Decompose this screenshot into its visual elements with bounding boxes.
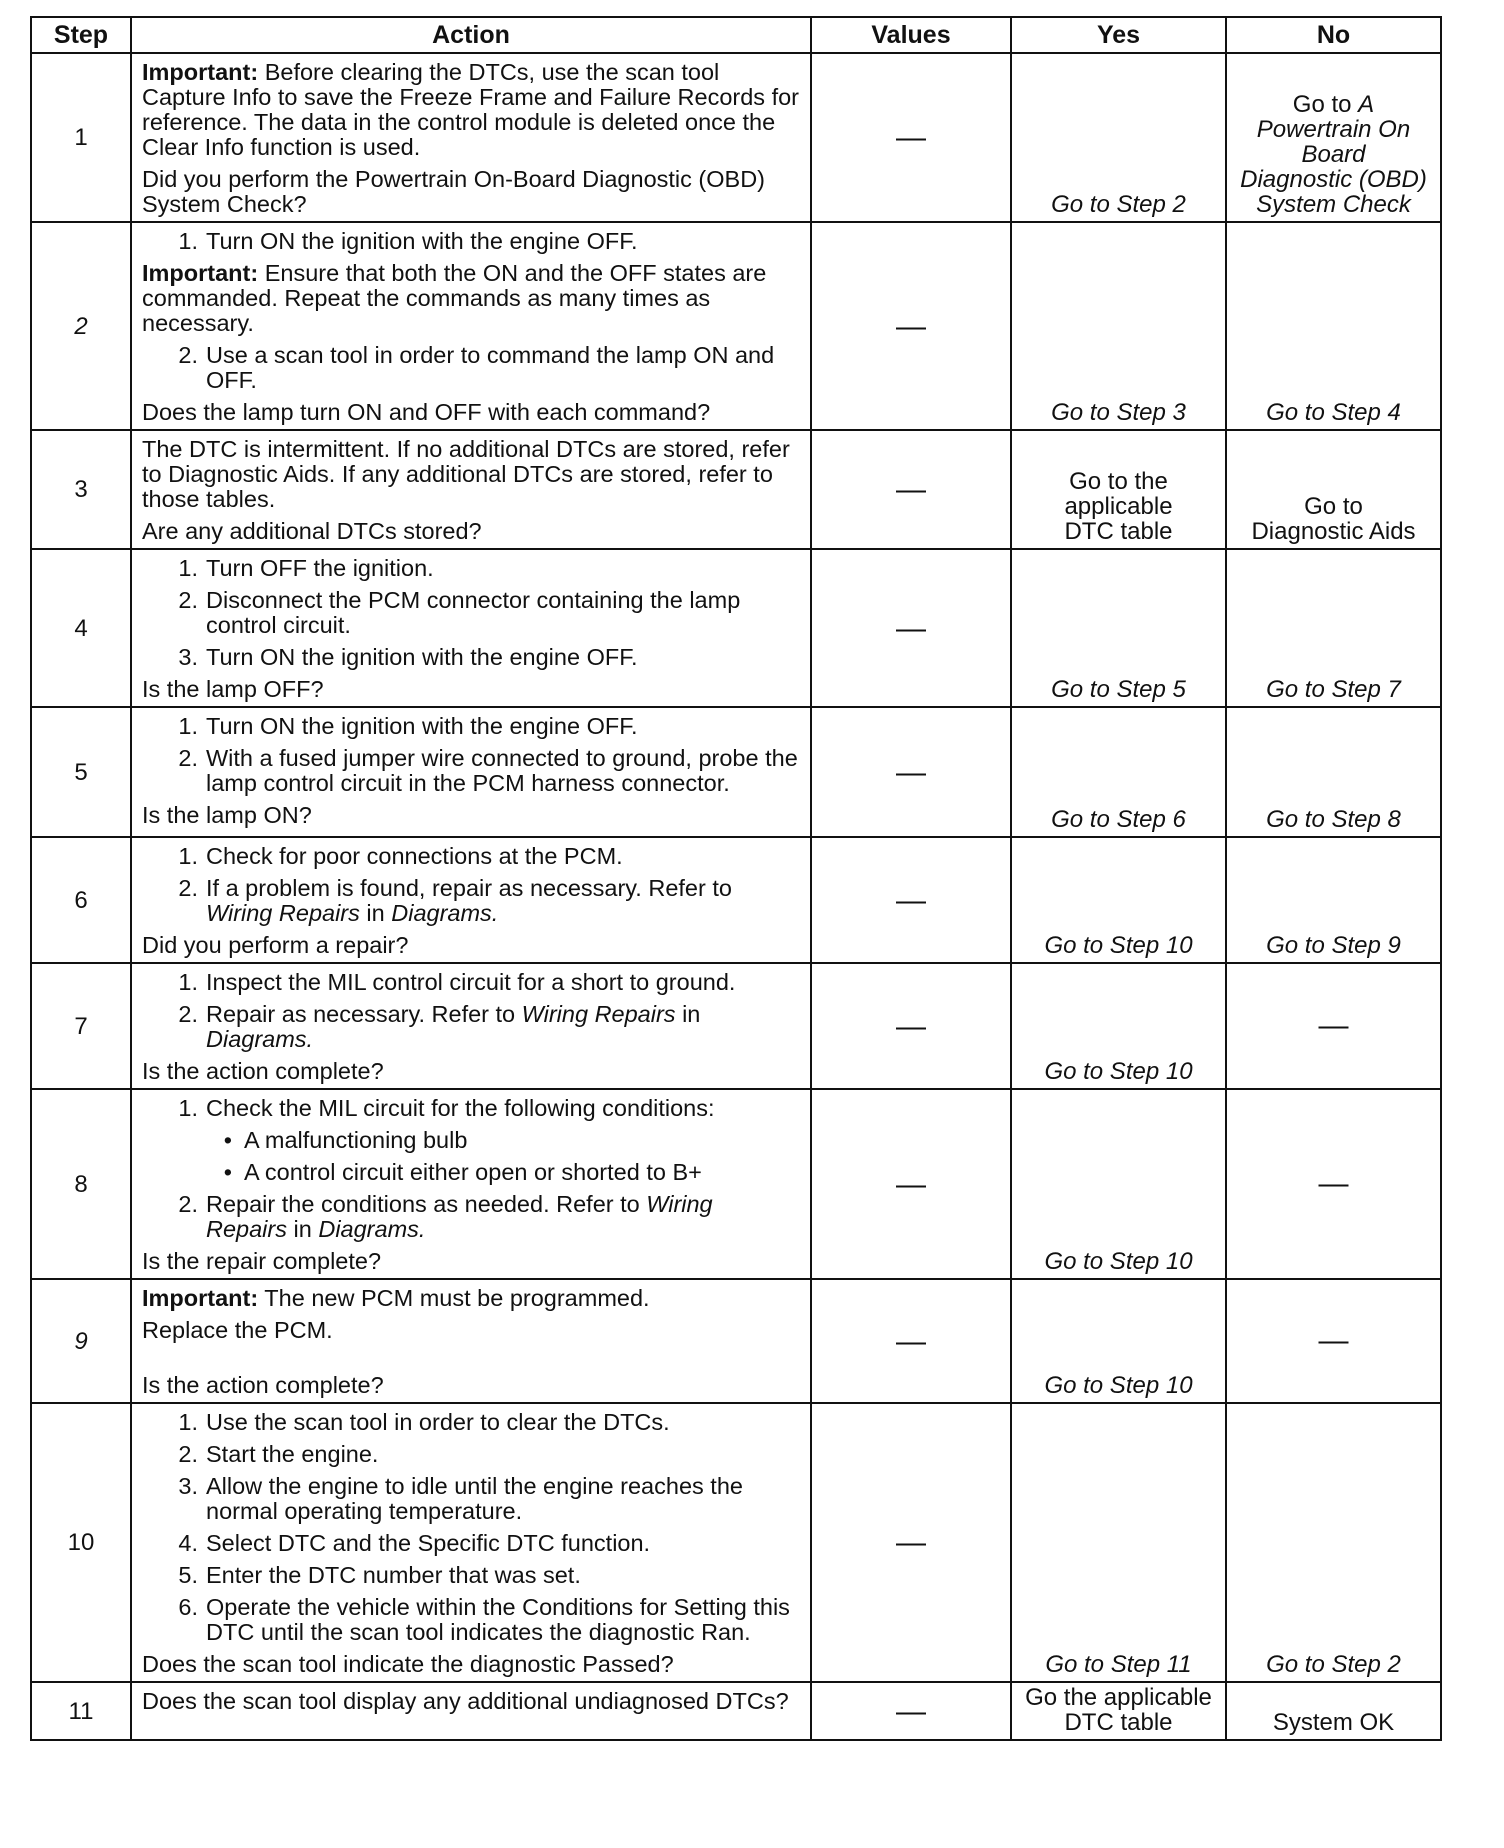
values-cell: — [811, 1403, 1011, 1682]
action-step-item [142, 876, 800, 926]
text-run: A [1358, 91, 1375, 118]
action-step-item [142, 556, 800, 581]
values-cell: — [811, 1279, 1011, 1403]
yes-result-cell [1011, 430, 1226, 549]
text-run: Wiring Repairs [521, 1001, 676, 1027]
step-number: 4 [31, 549, 131, 707]
text-run: Wiring Repairs [206, 1191, 713, 1242]
no-result-line: Go to Step 8 [1266, 806, 1401, 833]
yes-result-cell [1011, 53, 1226, 222]
item-text [206, 343, 800, 393]
item-text [206, 556, 800, 581]
item-number: 4. [178, 1530, 198, 1556]
text-run: Did you perform a repair? [142, 932, 409, 958]
item-text [206, 1192, 800, 1242]
text-run: Is the lamp ON? [142, 802, 312, 828]
text-run: Did you perform the Powertrain On-Board Diagnostic (OBD) System Check? [142, 166, 765, 217]
action-paragraph [142, 400, 800, 425]
action-paragraph [142, 261, 800, 336]
action-paragraph [142, 1286, 800, 1311]
item-number: 2. [178, 1191, 198, 1217]
yes-result-cell [1011, 1089, 1226, 1279]
yes-result-line: Go to Step 11 [1045, 1651, 1192, 1678]
no-result-cell [1226, 430, 1441, 549]
table-row [31, 1089, 1441, 1279]
values-cell: — [811, 963, 1011, 1089]
action-paragraph [142, 1059, 800, 1084]
action-cell [131, 963, 811, 1089]
action-paragraph [142, 1652, 800, 1677]
text-run: Start the engine. [206, 1441, 379, 1467]
action-bullet-item [142, 1160, 800, 1185]
text-run: With a fused jumper wire connected to ground, probe the lamp control circuit in the PCM harness connector. [206, 745, 798, 796]
header-no: No [1226, 17, 1441, 53]
step-number: 9 [31, 1279, 131, 1403]
bullet-marker: • [223, 1159, 232, 1185]
yes-result-cell [1011, 549, 1226, 707]
no-result-cell [1226, 53, 1441, 222]
table-row [31, 222, 1441, 430]
yes-result-line: applicable [1064, 493, 1173, 520]
text-run: Use a scan tool in order to command the lamp ON and OFF. [206, 342, 775, 393]
text-run: in [286, 1216, 319, 1242]
action-paragraph [142, 1249, 800, 1274]
text-run: If a problem is found, repair as necessary. Refer to [206, 875, 732, 901]
action-step-item [142, 746, 800, 796]
no-result-cell [1226, 707, 1441, 837]
text-run: Select DTC and the Specific DTC function. [206, 1530, 651, 1556]
action-step-item [142, 970, 800, 995]
step-number: 11 [31, 1682, 131, 1740]
action-step-item [142, 343, 800, 393]
text-run: Important: [142, 59, 259, 85]
no-result-line: Go to Step 4 [1266, 399, 1401, 426]
text-run: Diagnostic (OBD) [1240, 166, 1427, 193]
action-cell [131, 549, 811, 707]
item-text [206, 844, 800, 869]
action-bullet-item [142, 1128, 800, 1153]
item-text [206, 645, 800, 670]
text-run: Turn OFF the ignition. [206, 555, 434, 581]
yes-result-line: Go to the [1069, 468, 1168, 495]
table-row [31, 837, 1441, 963]
action-cell [131, 53, 811, 222]
header-values: Values [811, 17, 1011, 53]
text-run: Are any additional DTCs stored? [142, 518, 482, 544]
values-cell: — [811, 707, 1011, 837]
yes-result-cell [1011, 222, 1226, 430]
action-paragraph [142, 60, 800, 160]
yes-result-cell [1011, 1403, 1226, 1682]
table-row [31, 1279, 1441, 1403]
text-run: Is the action complete? [142, 1058, 384, 1084]
no-result-line: Diagnostic Aids [1251, 518, 1416, 545]
values-cell: — [811, 549, 1011, 707]
action-paragraph [142, 437, 800, 512]
yes-result-cell [1011, 963, 1226, 1089]
text-run: Turn ON the ignition with the engine OFF. [206, 713, 638, 739]
text-run: Board [1301, 141, 1366, 168]
yes-result-line: Go to Step 10 [1044, 1058, 1193, 1085]
yes-result-line: Go to Step 5 [1051, 676, 1186, 703]
text-run: Inspect the MIL control circuit for a short to ground. [206, 969, 736, 995]
text-run: Disconnect the PCM connector containing the lamp control circuit. [206, 587, 741, 638]
text-run: Diagrams. [391, 900, 499, 926]
item-text [206, 876, 800, 926]
item-text [206, 1531, 800, 1556]
text-run: Allow the engine to idle until the engine reaches the normal operating temperature. [206, 1473, 743, 1524]
text-run: Wiring Repairs [206, 900, 360, 926]
no-result-line [1231, 142, 1436, 167]
action-cell [131, 1682, 811, 1740]
no-result-line: Go to Step 2 [1266, 1651, 1401, 1678]
no-result-line [1231, 117, 1436, 142]
item-number: 1. [178, 843, 198, 869]
item-text [206, 229, 800, 254]
item-number: 2. [178, 875, 198, 901]
item-text [206, 714, 800, 739]
text-run: Before clearing the DTCs, use the scan tool Capture Info to save the Freeze Frame and Failure Records for reference. The data in the control module is deleted once the Clear Info function is used. [142, 59, 800, 160]
action-paragraph [142, 1373, 800, 1398]
action-step-item [142, 714, 800, 739]
table-row [31, 707, 1441, 837]
diagnostic-table-document [30, 16, 1440, 1741]
action-cell [131, 1403, 811, 1682]
values-cell: — [811, 430, 1011, 549]
text-run: Does the lamp turn ON and OFF with each command? [142, 399, 711, 425]
item-number: 1. [178, 1095, 198, 1121]
yes-result-cell [1011, 1279, 1226, 1403]
action-step-item [142, 1474, 800, 1524]
step-number: 8 [31, 1089, 131, 1279]
action-cell [131, 222, 811, 430]
item-number: 3. [178, 644, 198, 670]
no-result-line [1231, 192, 1436, 217]
item-text [206, 1563, 800, 1588]
step-number: 1 [31, 53, 131, 222]
table-body [31, 53, 1441, 1740]
item-text [244, 1128, 800, 1153]
text-run: A malfunctioning bulb [244, 1127, 468, 1153]
yes-result-line: Go the applicable [1025, 1684, 1212, 1711]
no-result-line: Go to Step 7 [1266, 676, 1401, 703]
no-result-line: — [1318, 1166, 1349, 1200]
action-step-item [142, 1442, 800, 1467]
yes-result-line: Go to Step 3 [1051, 399, 1186, 426]
item-number: 2. [178, 745, 198, 771]
text-run: Operate the vehicle within the Conditions for Setting this DTC until the scan tool indicates the diagnostic Ran. [206, 1594, 790, 1645]
item-number: 1. [178, 555, 198, 581]
text-run: Diagrams. [206, 1026, 314, 1052]
step-number: 2 [31, 222, 131, 430]
text-run: Repair as necessary. Refer to [206, 1001, 522, 1027]
table-row [31, 1682, 1441, 1740]
item-number: 6. [178, 1594, 198, 1620]
action-paragraph [142, 803, 800, 828]
no-result-cell [1226, 549, 1441, 707]
action-paragraph [142, 519, 800, 544]
yes-result-line: Go to Step 10 [1044, 932, 1193, 959]
values-cell: — [811, 222, 1011, 430]
text-run: Check the MIL circuit for the following conditions: [206, 1095, 715, 1121]
yes-result-line: DTC table [1064, 1709, 1173, 1736]
text-run: Important: [142, 1285, 259, 1311]
action-cell [131, 430, 811, 549]
action-step-item [142, 1563, 800, 1588]
text-run: Diagrams. [318, 1216, 426, 1242]
text-run: A control circuit either open or shorted to B+ [244, 1159, 702, 1185]
item-number: 1. [178, 228, 198, 254]
text-run: The new PCM must be programmed. [258, 1285, 650, 1311]
item-number: 2. [178, 342, 198, 368]
action-step-item [142, 1002, 800, 1052]
item-text [206, 1474, 800, 1524]
bullet-marker: • [223, 1127, 232, 1153]
text-run: Is the lamp OFF? [142, 676, 324, 702]
yes-result-cell [1011, 1682, 1226, 1740]
item-text [206, 746, 800, 796]
text-run: Is the repair complete? [142, 1248, 382, 1274]
action-paragraph [142, 1318, 800, 1343]
values-cell: — [811, 837, 1011, 963]
no-result-cell [1226, 837, 1441, 963]
item-number: 2. [178, 1441, 198, 1467]
no-result-line [1231, 92, 1436, 117]
action-cell [131, 1279, 811, 1403]
action-cell [131, 837, 811, 963]
no-result-cell [1226, 1403, 1441, 1682]
text-run: System Check [1256, 191, 1411, 218]
step-number: 3 [31, 430, 131, 549]
action-paragraph [142, 677, 800, 702]
table-row [31, 549, 1441, 707]
text-run: Go to [1292, 91, 1359, 118]
text-run: Does the scan tool indicate the diagnostic Passed? [142, 1651, 674, 1677]
text-run: Check for poor connections at the PCM. [206, 843, 623, 869]
no-result-line: Go to Step 9 [1266, 932, 1401, 959]
text-run: Replace the PCM. [142, 1317, 333, 1343]
text-run: Does the scan tool display any additional undiagnosed DTCs? [142, 1688, 789, 1714]
item-number: 1. [178, 969, 198, 995]
step-number: 10 [31, 1403, 131, 1682]
item-text [206, 1595, 800, 1645]
table-row [31, 53, 1441, 222]
text-run: Ensure that both the ON and the OFF states are commanded. Repeat the commands as many times as necessary. [142, 260, 767, 336]
text-run: Powertrain On [1256, 116, 1411, 143]
values-cell: — [811, 1682, 1011, 1740]
table-row [31, 430, 1441, 549]
diagnostic-table [30, 16, 1442, 1741]
action-paragraph [142, 167, 800, 217]
yes-result-line: Go to Step 10 [1044, 1372, 1193, 1399]
action-step-item [142, 844, 800, 869]
text-run: Turn ON the ignition with the engine OFF. [206, 228, 638, 254]
yes-result-line: Go to Step 2 [1051, 191, 1186, 218]
item-number: 1. [178, 1409, 198, 1435]
header-step: Step [31, 17, 131, 53]
item-text [206, 1002, 800, 1052]
action-step-item [142, 1531, 800, 1556]
action-paragraph [142, 1689, 800, 1714]
no-result-cell [1226, 1089, 1441, 1279]
no-result-cell [1226, 1682, 1441, 1740]
action-step-item [142, 1096, 800, 1121]
item-text [244, 1160, 800, 1185]
no-result-cell [1226, 222, 1441, 430]
text-run: Important: [142, 260, 259, 286]
item-text [206, 1410, 800, 1435]
yes-result-cell [1011, 837, 1226, 963]
text-run: Enter the DTC number that was set. [206, 1562, 581, 1588]
action-step-item [142, 1595, 800, 1645]
item-text [206, 970, 800, 995]
values-cell: — [811, 53, 1011, 222]
text-run: in [359, 900, 392, 926]
action-step-item [142, 229, 800, 254]
text-run: Is the action complete? [142, 1372, 384, 1398]
no-result-cell [1226, 1279, 1441, 1403]
text-run: Repair the conditions as needed. Refer to [206, 1191, 647, 1217]
item-text [206, 588, 800, 638]
header-row [31, 17, 1441, 53]
item-number: 2. [178, 1001, 198, 1027]
yes-result-cell [1011, 707, 1226, 837]
action-step-item [142, 1410, 800, 1435]
step-number: 6 [31, 837, 131, 963]
yes-result-line: Go to Step 10 [1044, 1248, 1193, 1275]
no-result-line: Go to [1304, 493, 1363, 520]
table-row [31, 963, 1441, 1089]
no-result-line: — [1318, 1323, 1349, 1357]
table-row [31, 1403, 1441, 1682]
yes-result-line: DTC table [1064, 518, 1173, 545]
step-number: 5 [31, 707, 131, 837]
text-run: in [675, 1001, 701, 1027]
no-result-line: — [1318, 1008, 1349, 1042]
item-text [206, 1442, 800, 1467]
action-cell [131, 707, 811, 837]
item-number: 5. [178, 1562, 198, 1588]
action-step-item [142, 645, 800, 670]
yes-result-line: Go to Step 6 [1051, 806, 1186, 833]
action-paragraph [142, 933, 800, 958]
text-run: Use the scan tool in order to clear the DTCs. [206, 1409, 670, 1435]
action-step-item [142, 588, 800, 638]
item-text [206, 1096, 800, 1121]
text-run: The DTC is intermittent. If no additional DTCs are stored, refer to Diagnostic Aids. If any additional DTCs are stored, refer to those tables. [142, 436, 790, 512]
no-result-line [1231, 167, 1436, 192]
no-result-line: System OK [1272, 1709, 1395, 1736]
header-action: Action [131, 17, 811, 53]
action-cell [131, 1089, 811, 1279]
item-number: 1. [178, 713, 198, 739]
step-number: 7 [31, 963, 131, 1089]
no-result-cell [1226, 963, 1441, 1089]
text-run: Turn ON the ignition with the engine OFF. [206, 644, 638, 670]
header-yes: Yes [1011, 17, 1226, 53]
values-cell: — [811, 1089, 1011, 1279]
item-number: 3. [178, 1473, 198, 1499]
action-step-item [142, 1192, 800, 1242]
item-number: 2. [178, 587, 198, 613]
